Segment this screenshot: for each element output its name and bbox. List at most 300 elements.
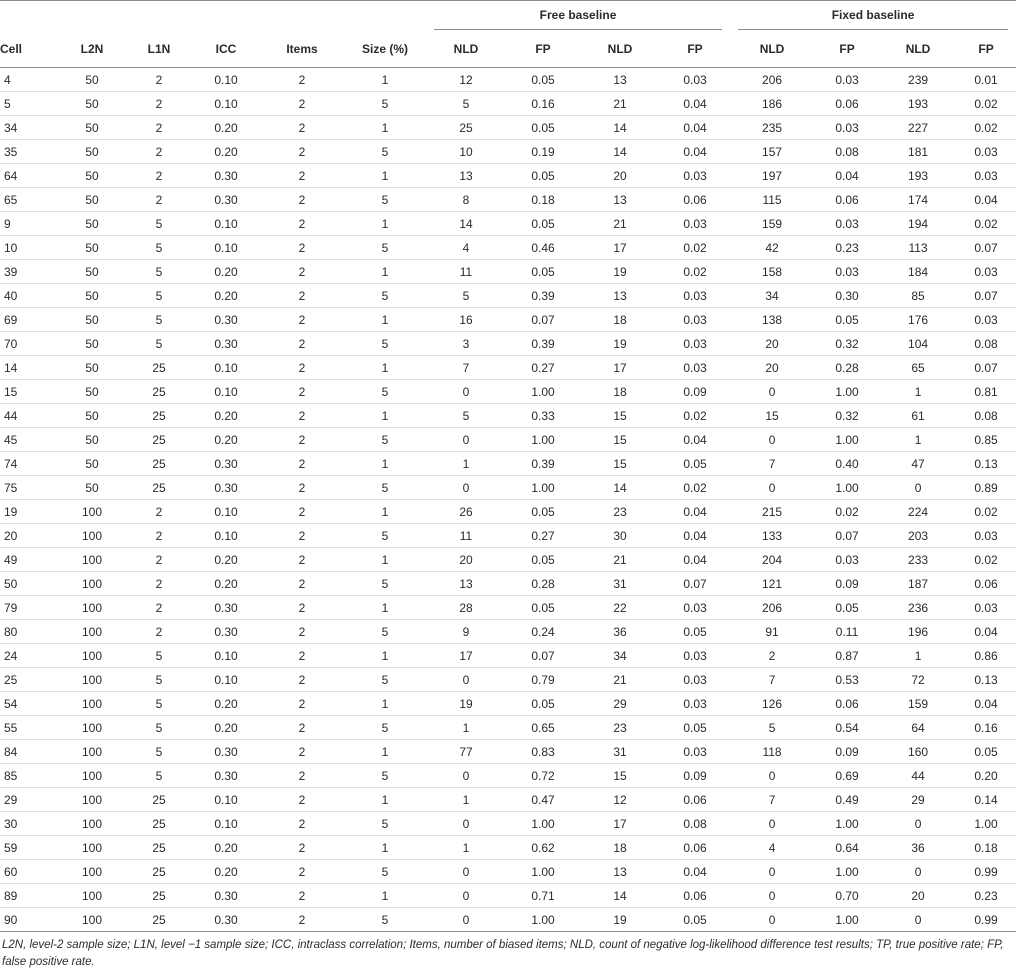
table-cell: 23: [580, 500, 660, 524]
table-cell: 115: [730, 188, 814, 212]
table-row: [0, 476, 1016, 500]
table-cell: 65: [880, 356, 956, 380]
table-cell: 5: [344, 620, 426, 644]
table-cell: 0: [426, 908, 506, 932]
table-cell: 50: [58, 452, 126, 476]
table-cell: 50: [58, 284, 126, 308]
table-cell: 2: [260, 308, 344, 332]
table-cell: 0.06: [660, 188, 730, 212]
table-cell: 50: [58, 428, 126, 452]
table-cell: 18: [580, 308, 660, 332]
table-cell: 0.09: [660, 380, 730, 404]
table-cell: 176: [880, 308, 956, 332]
group-header-row: [0, 1, 1016, 32]
table-row: [0, 548, 1016, 572]
table-cell: 31: [580, 740, 660, 764]
table-cell: 0: [730, 476, 814, 500]
table-cell: 0.03: [956, 596, 1016, 620]
table-cell: 0.10: [192, 92, 260, 116]
table-cell: 2: [260, 644, 344, 668]
table-cell: 2: [126, 92, 192, 116]
table-cell: 0.04: [956, 620, 1016, 644]
group-header-fixed-baseline-label: Fixed baseline: [738, 3, 1008, 30]
column-header: L1N: [126, 31, 192, 68]
table-cell: 60: [0, 860, 58, 884]
table-cell: 2: [126, 548, 192, 572]
table-cell: 0.03: [660, 692, 730, 716]
table-cell: 5: [426, 284, 506, 308]
table-cell: 194: [880, 212, 956, 236]
table-cell: 79: [0, 596, 58, 620]
table-cell: 0.49: [814, 788, 880, 812]
table-cell: 17: [426, 644, 506, 668]
table-cell: 20: [426, 548, 506, 572]
table-cell: 30: [0, 812, 58, 836]
table-cell: 1: [344, 212, 426, 236]
table-cell: 50: [58, 332, 126, 356]
table-cell: 34: [0, 116, 58, 140]
table-cell: 11: [426, 524, 506, 548]
table-cell: 35: [0, 140, 58, 164]
table-cell: 0: [426, 428, 506, 452]
table-cell: 0.30: [192, 476, 260, 500]
column-header: NLD: [580, 31, 660, 68]
table-row: [0, 356, 1016, 380]
table-footnote: L2N, level-2 sample size; L1N, level −1 sample size; ICC, intraclass correlation; Items, number of biased items; NLD, count of negative log-likelihood difference test results; TP, true positive rate; FP, false positive rate.: [2, 939, 1004, 968]
table-cell: 1.00: [814, 812, 880, 836]
group-header-spacer: [0, 1, 426, 32]
table-cell: 0.05: [660, 452, 730, 476]
table-cell: 5: [126, 764, 192, 788]
table-cell: 5: [344, 380, 426, 404]
table-cell: 25: [126, 476, 192, 500]
table-cell: 24: [0, 644, 58, 668]
table-cell: 118: [730, 740, 814, 764]
table-cell: 215: [730, 500, 814, 524]
table-cell: 21: [580, 92, 660, 116]
table-cell: 5: [426, 404, 506, 428]
table-cell: 100: [58, 548, 126, 572]
table-cell: 40: [0, 284, 58, 308]
table-cell: 0: [426, 668, 506, 692]
table-cell: 5: [344, 764, 426, 788]
table-cell: 17: [580, 236, 660, 260]
table-cell: 25: [126, 404, 192, 428]
table-cell: 0.04: [814, 164, 880, 188]
table-cell: 0.05: [506, 212, 580, 236]
table-cell: 0.06: [660, 788, 730, 812]
table-cell: 0.05: [956, 740, 1016, 764]
table-cell: 5: [344, 476, 426, 500]
table-cell: 0.10: [192, 356, 260, 380]
table-cell: 25: [126, 356, 192, 380]
table-cell: 0.05: [660, 908, 730, 932]
table-cell: 5: [126, 332, 192, 356]
table-cell: 0.05: [506, 68, 580, 92]
table-cell: 0.05: [506, 548, 580, 572]
table-cell: 7: [730, 668, 814, 692]
table-cell: 0.62: [506, 836, 580, 860]
table-cell: 14: [426, 212, 506, 236]
table-cell: 20: [0, 524, 58, 548]
table-cell: 0.04: [660, 428, 730, 452]
table-cell: 16: [426, 308, 506, 332]
table-cell: 0.06: [956, 572, 1016, 596]
table-cell: 0.08: [814, 140, 880, 164]
table-row: [0, 380, 1016, 404]
table-cell: 36: [880, 836, 956, 860]
table-cell: 0.39: [506, 332, 580, 356]
table-row: [0, 572, 1016, 596]
table-row: [0, 188, 1016, 212]
table-cell: 91: [730, 620, 814, 644]
table-row: [0, 428, 1016, 452]
table-cell: 2: [260, 668, 344, 692]
table-cell: 5: [344, 92, 426, 116]
column-header: FP: [956, 31, 1016, 68]
table-cell: 0.32: [814, 404, 880, 428]
table-cell: 75: [0, 476, 58, 500]
table-cell: 104: [880, 332, 956, 356]
table-cell: 28: [426, 596, 506, 620]
table-cell: 11: [426, 260, 506, 284]
table-cell: 85: [0, 764, 58, 788]
table-cell: 50: [58, 188, 126, 212]
table-cell: 2: [126, 164, 192, 188]
table-cell: 0.86: [956, 644, 1016, 668]
table-cell: 0.27: [506, 524, 580, 548]
table-cell: 0.10: [192, 236, 260, 260]
table-cell: 2: [126, 620, 192, 644]
table-cell: 50: [58, 404, 126, 428]
table-cell: 5: [126, 644, 192, 668]
table-cell: 5: [126, 692, 192, 716]
table-cell: 8: [426, 188, 506, 212]
table-cell: 50: [58, 92, 126, 116]
table-cell: 1: [344, 884, 426, 908]
table-cell: 21: [580, 548, 660, 572]
table-cell: 9: [0, 212, 58, 236]
table-cell: 0.04: [660, 116, 730, 140]
table-cell: 0.05: [814, 596, 880, 620]
table-cell: 50: [58, 260, 126, 284]
table-cell: 233: [880, 548, 956, 572]
table-cell: 5: [426, 92, 506, 116]
table-cell: 1.00: [506, 908, 580, 932]
table-cell: 0.03: [956, 260, 1016, 284]
table-cell: 100: [58, 692, 126, 716]
table-cell: 5: [0, 92, 58, 116]
table-cell: 1: [344, 740, 426, 764]
table-cell: 1: [880, 644, 956, 668]
table-cell: 0.05: [660, 620, 730, 644]
table-cell: 15: [0, 380, 58, 404]
table-cell: 0.04: [956, 692, 1016, 716]
table-row: [0, 284, 1016, 308]
table-cell: 0.87: [814, 644, 880, 668]
table-cell: 2: [260, 260, 344, 284]
table-cell: 2: [126, 188, 192, 212]
table-cell: 224: [880, 500, 956, 524]
table-cell: 1: [426, 452, 506, 476]
table-cell: 4: [730, 836, 814, 860]
table-cell: 15: [580, 764, 660, 788]
table-row: [0, 68, 1016, 92]
table-row: [0, 308, 1016, 332]
table-cell: 74: [0, 452, 58, 476]
table-cell: 5: [344, 236, 426, 260]
table-cell: 0.02: [956, 92, 1016, 116]
table-cell: 0.30: [192, 908, 260, 932]
table-cell: 1.00: [814, 860, 880, 884]
table-cell: 10: [0, 236, 58, 260]
table-cell: 0.81: [956, 380, 1016, 404]
table-cell: 5: [344, 908, 426, 932]
table-cell: 0.04: [660, 860, 730, 884]
table-cell: 0.79: [506, 668, 580, 692]
table-cell: 0.05: [506, 500, 580, 524]
table-cell: 2: [260, 188, 344, 212]
table-cell: 186: [730, 92, 814, 116]
table-cell: 0.89: [956, 476, 1016, 500]
table-cell: 0.32: [814, 332, 880, 356]
table-cell: 0.02: [956, 116, 1016, 140]
table-cell: 203: [880, 524, 956, 548]
table-cell: 0.07: [956, 236, 1016, 260]
table-cell: 0.05: [506, 116, 580, 140]
table-row: [0, 332, 1016, 356]
table-cell: 1.00: [814, 428, 880, 452]
table-cell: 0.71: [506, 884, 580, 908]
table-cell: 25: [126, 860, 192, 884]
table-cell: 59: [0, 836, 58, 860]
table-cell: 0.03: [660, 68, 730, 92]
table-cell: 0.08: [660, 812, 730, 836]
table-row: [0, 716, 1016, 740]
table-row: [0, 92, 1016, 116]
table-cell: 0.06: [814, 92, 880, 116]
table-cell: 0.99: [956, 908, 1016, 932]
table-row: [0, 404, 1016, 428]
table-cell: 23: [580, 716, 660, 740]
table-cell: 0.05: [506, 596, 580, 620]
table-cell: 0: [426, 764, 506, 788]
table-cell: 0.30: [192, 596, 260, 620]
table-cell: 0.30: [192, 188, 260, 212]
table-cell: 5: [344, 524, 426, 548]
table-cell: 2: [260, 92, 344, 116]
table-cell: 0.39: [506, 284, 580, 308]
table-cell: 49: [0, 548, 58, 572]
table-cell: 0.20: [192, 284, 260, 308]
table-cell: 15: [580, 404, 660, 428]
table-cell: 0: [426, 860, 506, 884]
table-row: [0, 452, 1016, 476]
column-header: FP: [506, 31, 580, 68]
table-cell: 126: [730, 692, 814, 716]
table-cell: 13: [426, 572, 506, 596]
table-cell: 2: [260, 404, 344, 428]
table-cell: 14: [580, 476, 660, 500]
group-header-free-baseline: [426, 1, 730, 32]
table-cell: 2: [126, 116, 192, 140]
column-header: NLD: [426, 31, 506, 68]
table-cell: 0.20: [956, 764, 1016, 788]
table-cell: 7: [426, 356, 506, 380]
table-cell: 5: [344, 140, 426, 164]
table-cell: 42: [730, 236, 814, 260]
table-cell: 29: [580, 692, 660, 716]
table-cell: 2: [260, 812, 344, 836]
table-cell: 1: [426, 788, 506, 812]
table-cell: 0.03: [814, 260, 880, 284]
table-cell: 0.70: [814, 884, 880, 908]
table-cell: 0: [730, 764, 814, 788]
table-cell: 0.07: [956, 284, 1016, 308]
table-cell: 21: [580, 668, 660, 692]
table-cell: 0.20: [192, 548, 260, 572]
table-cell: 36: [580, 620, 660, 644]
table-cell: 0.16: [956, 716, 1016, 740]
table-cell: 55: [0, 716, 58, 740]
table-cell: 197: [730, 164, 814, 188]
table-cell: 39: [0, 260, 58, 284]
table-cell: 0.47: [506, 788, 580, 812]
table-cell: 0.07: [814, 524, 880, 548]
table-cell: 5: [126, 668, 192, 692]
table-cell: 84: [0, 740, 58, 764]
table-cell: 100: [58, 668, 126, 692]
table-cell: 2: [260, 524, 344, 548]
table-cell: 0.01: [956, 68, 1016, 92]
table-cell: 50: [58, 140, 126, 164]
table-cell: 15: [580, 428, 660, 452]
table-cell: 2: [260, 596, 344, 620]
table-cell: 158: [730, 260, 814, 284]
table-cell: 0.69: [814, 764, 880, 788]
table-cell: 2: [260, 356, 344, 380]
table-cell: 0.02: [956, 500, 1016, 524]
table-cell: 1: [880, 428, 956, 452]
table-cell: 2: [260, 380, 344, 404]
table-cell: 25: [0, 668, 58, 692]
table-cell: 89: [0, 884, 58, 908]
table-cell: 5: [344, 860, 426, 884]
table-cell: 64: [880, 716, 956, 740]
table-cell: 26: [426, 500, 506, 524]
table-cell: 0.64: [814, 836, 880, 860]
column-header: Cell: [0, 31, 58, 68]
table-cell: 2: [260, 452, 344, 476]
table-cell: 0: [880, 908, 956, 932]
table-cell: 25: [126, 452, 192, 476]
table-cell: 22: [580, 596, 660, 620]
table-cell: 25: [126, 380, 192, 404]
table-row: [0, 164, 1016, 188]
table-cell: 0.30: [814, 284, 880, 308]
table-cell: 184: [880, 260, 956, 284]
table-cell: 0.39: [506, 452, 580, 476]
table-cell: 0.30: [192, 452, 260, 476]
table-cell: 0.20: [192, 260, 260, 284]
table-cell: 0.05: [506, 164, 580, 188]
table-cell: 0.99: [956, 860, 1016, 884]
table-cell: 196: [880, 620, 956, 644]
table-cell: 0.04: [660, 524, 730, 548]
table-cell: 0.02: [814, 500, 880, 524]
table-cell: 5: [126, 260, 192, 284]
table-cell: 206: [730, 68, 814, 92]
table-row: [0, 620, 1016, 644]
table-cell: 0.13: [956, 668, 1016, 692]
table-cell: 0.07: [956, 356, 1016, 380]
table-cell: 227: [880, 116, 956, 140]
table-cell: 0.40: [814, 452, 880, 476]
table-cell: 30: [580, 524, 660, 548]
table-cell: 100: [58, 812, 126, 836]
table-cell: 113: [880, 236, 956, 260]
table-cell: 0: [730, 908, 814, 932]
table-cell: 3: [426, 332, 506, 356]
table-cell: 1.00: [506, 476, 580, 500]
table-cell: 19: [580, 260, 660, 284]
table-cell: 64: [0, 164, 58, 188]
table-cell: 1.00: [814, 908, 880, 932]
table-cell: 0.24: [506, 620, 580, 644]
table-cell: 1: [344, 356, 426, 380]
table-cell: 0.30: [192, 308, 260, 332]
table-cell: 0.10: [192, 524, 260, 548]
table-cell: 1: [344, 692, 426, 716]
table-cell: 0.28: [814, 356, 880, 380]
table-cell: 138: [730, 308, 814, 332]
table-cell: 17: [580, 356, 660, 380]
table-cell: 7: [730, 788, 814, 812]
table-cell: 0.20: [192, 836, 260, 860]
table-cell: 1.00: [956, 812, 1016, 836]
table-cell: 14: [580, 140, 660, 164]
table-cell: 0.30: [192, 620, 260, 644]
table-cell: 29: [880, 788, 956, 812]
table-cell: 0.10: [192, 812, 260, 836]
table-cell: 0.03: [956, 524, 1016, 548]
table-cell: 0.02: [660, 404, 730, 428]
table-cell: 5: [344, 668, 426, 692]
table-cell: 5: [344, 716, 426, 740]
table-cell: 0.10: [192, 668, 260, 692]
table-cell: 0.30: [192, 740, 260, 764]
table-cell: 0.06: [814, 692, 880, 716]
table-cell: 159: [730, 212, 814, 236]
table-cell: 0.03: [956, 308, 1016, 332]
table-cell: 100: [58, 644, 126, 668]
table-cell: 100: [58, 716, 126, 740]
table-cell: 100: [58, 788, 126, 812]
table-cell: 0: [730, 884, 814, 908]
table-cell: 0.09: [814, 572, 880, 596]
table-cell: 2: [126, 140, 192, 164]
table-cell: 0.30: [192, 884, 260, 908]
table-cell: 0: [730, 860, 814, 884]
table-row: [0, 908, 1016, 932]
table-cell: 0.06: [814, 188, 880, 212]
table-cell: 0: [880, 476, 956, 500]
table-cell: 0.72: [506, 764, 580, 788]
table-cell: 2: [260, 332, 344, 356]
table-cell: 0.10: [192, 788, 260, 812]
table-cell: 1: [344, 452, 426, 476]
table-cell: 1: [344, 308, 426, 332]
